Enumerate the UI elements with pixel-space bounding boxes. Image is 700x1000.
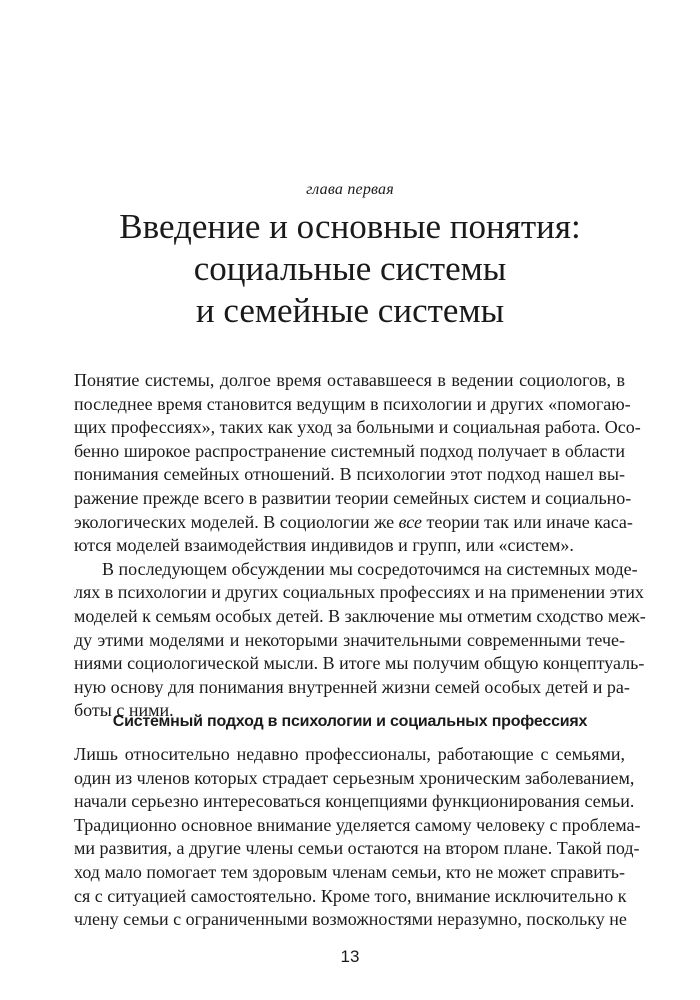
emphasized-word: все <box>398 511 422 532</box>
paragraph-line: ражение прежде всего в развитии теории семейных систем и социально- <box>74 487 632 508</box>
chapter-title <box>0 206 700 332</box>
intro-text <box>74 369 646 723</box>
line-start: экологических моделей. В социологии же <box>74 511 399 532</box>
paragraph-line: ду этими моделями и некоторыми значительными современными тече- <box>74 629 625 650</box>
paragraph-line: лях в психологии и других социальных профессиях и на применении этих <box>74 582 644 603</box>
chapter-title-line: социальные системы <box>193 249 507 288</box>
paragraph-line: понимания семейных отношений. В психологии этот подход нашел вы- <box>74 464 625 485</box>
paragraph-line: ми развития, а другие члены семьи остаются на втором плане. Такой под- <box>74 838 640 859</box>
paragraph-line: бенно широкое распространение системный подход получает в области <box>74 440 625 461</box>
paragraph-line: В последующем обсуждении мы сосредоточимся на системных моде- <box>102 558 638 579</box>
paragraph-line <box>74 511 633 535</box>
paragraph-line: Лишь относительно недавно профессионалы, работающие с семьями, <box>74 744 625 764</box>
paragraph-line: моделей к семьям особых детей. В заключение мы отметим сходство меж- <box>74 605 646 626</box>
paragraph-line: Традиционно основное внимание уделяется самому человеку с проблема- <box>74 814 641 835</box>
paragraph-line: Понятие системы, долгое время остававшееся в ведении социологов, в <box>74 370 625 390</box>
paragraph-line: боты с ними. <box>74 700 174 721</box>
paragraph-line: ся с ситуацией самостоятельно. Кроме того, внимание исключительно к <box>74 885 627 906</box>
paragraph-line: начали серьезно интересоваться концепциями функционирования семьи. <box>74 791 635 812</box>
section-heading: Системный подход в психологии и социальных профессиях <box>112 713 588 730</box>
paragraph-line: члену семьи с ограниченными возможностями неразумно, поскольку не <box>74 909 627 930</box>
chapter-label: глава первая <box>306 181 394 198</box>
paragraph-line: ются моделей взаимодействия индивидов и групп, или «систем». <box>74 535 574 556</box>
paragraph-line: ниями социологической мысли. В итоге мы получим общую концептуаль- <box>74 653 645 674</box>
chapter-title-line: и семейные системы <box>195 291 505 330</box>
paragraph-line: щих профессиях», таких как уход за больными и социальная работа. Осо- <box>74 417 641 438</box>
section-text <box>74 743 641 932</box>
paragraph-line: ную основу для понимания внутренней жизни семей особых детей и ра- <box>74 676 630 697</box>
paragraph-line: последнее время становится ведущим в психологии и других «помогаю- <box>74 393 631 414</box>
chapter-title-line: Введение и основные понятия: <box>119 207 581 246</box>
paragraph-line: один из членов которых страдает серьезным хроническим заболеванием, <box>74 767 635 788</box>
paragraph-line: ход мало помогает тем здоровым членам семьи, кто не может справить- <box>74 861 625 882</box>
page-number: 13 <box>340 947 360 966</box>
line-end: теории так или иначе каса- <box>421 511 633 532</box>
